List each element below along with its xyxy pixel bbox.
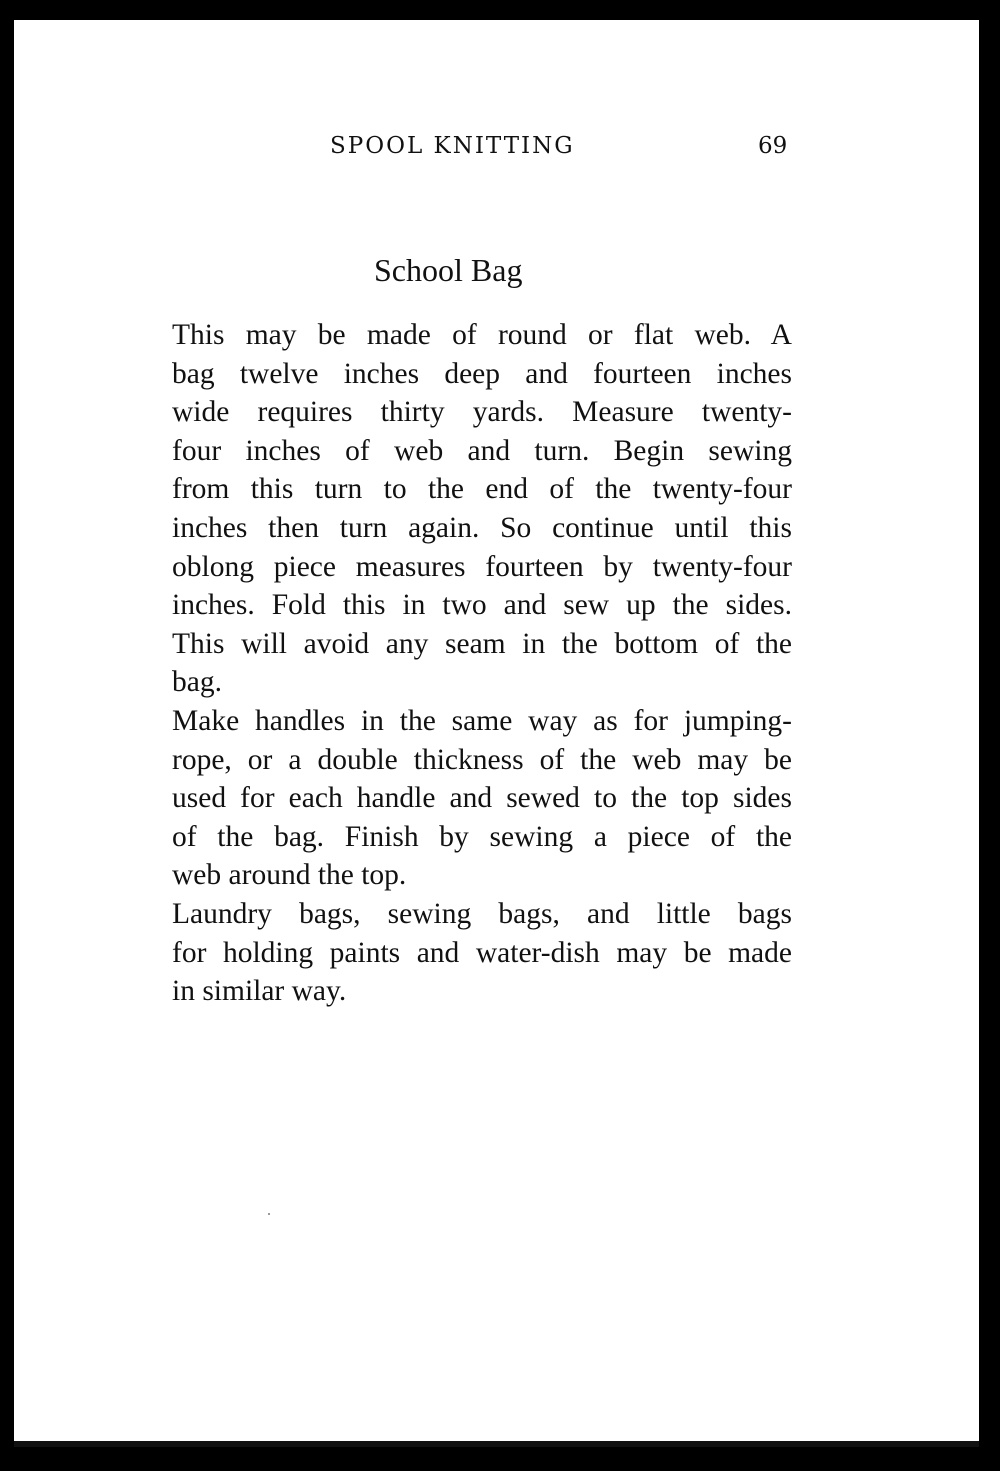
text-line: of the bag. Finish by sewing a piece of the: [172, 820, 792, 853]
text-line: Make handles in the same way as for jumping-: [172, 704, 792, 737]
text-line: wide requires thirty yards. Measure twenty-: [172, 396, 792, 429]
text-line: for holding paints and water-dish may be made: [172, 936, 792, 969]
text-line: from this turn to the end of the twenty-four: [172, 473, 792, 506]
text-line: bag twelve inches deep and fourteen inches: [172, 357, 792, 390]
text-line: inches then turn again. So continue until this: [172, 511, 792, 544]
binding-edge: [5, 40, 9, 1440]
text-line: Laundry bags, sewing bags, and little bags: [172, 897, 792, 930]
section-title: School Bag: [374, 252, 523, 288]
text-line: four inches of web and turn. Begin sewing: [172, 434, 792, 467]
paper-speck: [268, 1213, 270, 1215]
text-line: This may be made of round or flat web. A: [172, 319, 792, 351]
text-line: inches. Fold this in two and sew up the sides.: [172, 589, 792, 622]
paragraph-3: [136, 895, 792, 1011]
text-line: in similar way.: [172, 975, 347, 1008]
page-bottom-edge: [14, 1441, 979, 1447]
paragraph-2: [136, 702, 792, 895]
body-text: [136, 316, 792, 1011]
text-line: rope, or a double thickness of the web may be: [172, 743, 792, 776]
text-line: bag.: [172, 666, 222, 699]
text-line: This will avoid any seam in the bottom of the: [172, 627, 792, 660]
text-line: used for each handle and sewed to the top sides: [172, 782, 792, 815]
text-line: oblong piece measures fourteen by twenty-four: [172, 550, 792, 583]
text-line: web around the top.: [172, 859, 407, 892]
running-title: SPOOL KNITTING: [330, 133, 575, 159]
page-number: 69: [758, 133, 788, 159]
paragraph-1: [136, 316, 792, 702]
